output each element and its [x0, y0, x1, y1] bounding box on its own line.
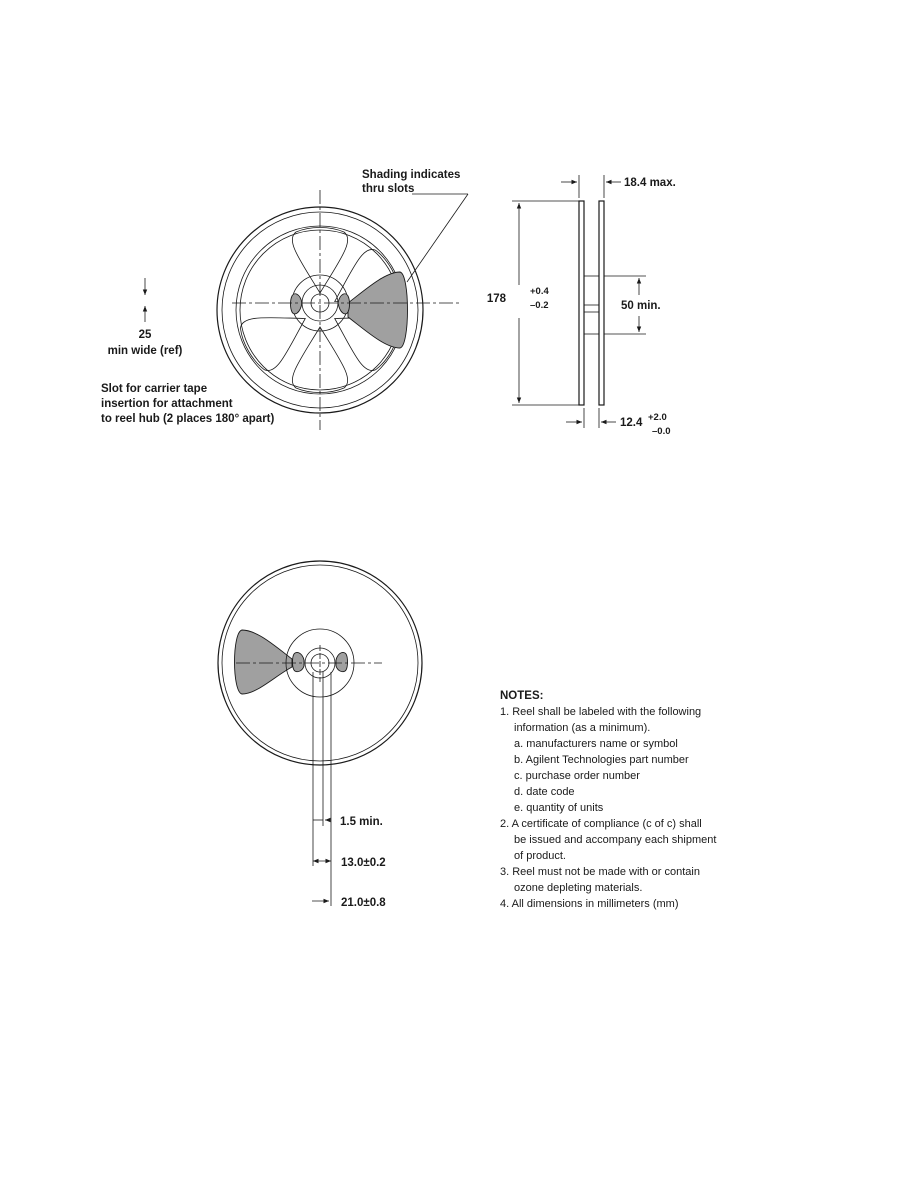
- note-2-line3: of product.: [514, 850, 566, 862]
- shading-note-line2: thru slots: [362, 183, 415, 195]
- dim-bore-label: 13.0±0.2: [341, 857, 386, 869]
- note-2-line2: be issued and accompany each shipment: [514, 834, 717, 846]
- flange-right: [599, 201, 604, 405]
- note-1-line2: information (as a minimum).: [514, 722, 651, 734]
- notes-heading: NOTES:: [500, 690, 544, 702]
- slot-width-value: 25: [138, 329, 152, 341]
- reel-back-view: [218, 561, 422, 906]
- slot-note-line2: insertion for attachment: [101, 398, 233, 410]
- thru-slot-shading: [348, 272, 408, 348]
- dim-hub-label: 21.0±0.8: [341, 897, 386, 909]
- note-3-line1: 3. Reel must not be made with or contain: [500, 866, 700, 878]
- width-tol-minus: –0.0: [652, 426, 671, 437]
- width-max-label: 18.4 max.: [624, 177, 676, 189]
- slot-note-line3: to reel hub (2 places 180° apart): [101, 413, 275, 425]
- note-1d: d. date code: [514, 786, 575, 798]
- flange-left: [579, 201, 584, 405]
- width-tol-plus: +2.0: [648, 412, 667, 423]
- notes-block: [500, 688, 760, 912]
- note-1e: e. quantity of units: [514, 802, 604, 814]
- back-thru-slot: [235, 630, 293, 694]
- slot-width-caption: min wide (ref): [107, 345, 183, 357]
- note-1b: b. Agilent Technologies part number: [514, 754, 689, 766]
- note-1c: c. purchase order number: [514, 770, 640, 782]
- note-1-line1: 1. Reel shall be labeled with the following: [500, 706, 702, 718]
- note-1a: a. manufacturers name or symbol: [514, 738, 678, 750]
- back-hub-slot-right: [336, 652, 348, 671]
- diameter-tol-minus: –0.2: [530, 300, 549, 311]
- shading-leader: [407, 194, 468, 282]
- note-4: 4. All dimensions in millimeters (mm): [500, 898, 679, 910]
- hub-slot-right: [338, 294, 350, 314]
- dim-slot-label: 1.5 min.: [340, 816, 383, 828]
- reel-front-view: [217, 190, 468, 430]
- shading-note-line1: Shading indicates: [362, 169, 461, 181]
- diameter-value: 178: [486, 293, 506, 305]
- hub-min-label: 50 min.: [621, 300, 661, 312]
- width-value: 12.4: [620, 417, 643, 429]
- slot-note-line1: Slot for carrier tape: [101, 383, 208, 395]
- diameter-tol-plus: +0.4: [530, 286, 549, 297]
- back-hub-slot-left: [293, 652, 305, 671]
- note-2-line1: 2. A certificate of compliance (c of c) shall: [500, 818, 702, 830]
- note-3-line2: ozone depleting materials.: [514, 882, 643, 894]
- hub-slot-left: [291, 294, 303, 314]
